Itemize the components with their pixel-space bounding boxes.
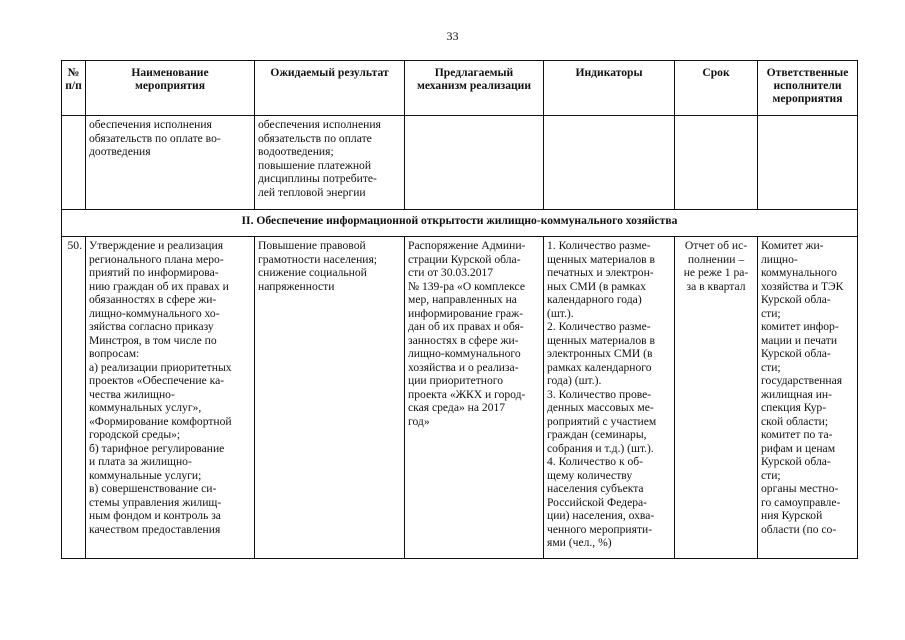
- header-indicators: [544, 61, 675, 116]
- text-line: водоотведения;: [258, 145, 334, 158]
- cell-mechanism: [405, 237, 544, 559]
- text-line: 2. Количество разме-: [547, 320, 651, 333]
- text-line: Отчет об ис-: [684, 239, 748, 252]
- text-line: б) тарифное регулирование: [89, 441, 225, 455]
- text-line: ская среда» на 2017: [408, 401, 506, 414]
- text-line: доотведения: [89, 145, 151, 158]
- text-line: коммунального: [761, 266, 837, 279]
- text-line: повышение платежной: [258, 158, 372, 172]
- text-line: 1. Количество разме-: [547, 239, 651, 252]
- text-line: напряженности: [258, 279, 335, 293]
- text-line: лищно-коммунального хо-: [89, 306, 220, 320]
- text-line: мероприятия: [772, 92, 843, 105]
- text-line: собрания и т.д.) (шт.).: [547, 441, 654, 455]
- text-line: (шт.).: [547, 306, 574, 320]
- text-line: а) реализации приоритетных: [89, 360, 232, 374]
- text-line: проекта «ЖКХ и город-: [408, 387, 526, 401]
- text-line: лищно-: [761, 252, 798, 266]
- header-mechanism: [405, 61, 544, 116]
- text-line: ния Курской: [761, 509, 823, 522]
- header-result: [255, 61, 405, 116]
- header-name: [86, 61, 255, 116]
- page-number: 33: [446, 29, 459, 43]
- text-line: вопросам:: [89, 347, 140, 360]
- text-line: года) (шт.).: [547, 374, 602, 387]
- text-line: денных массовых ме-: [547, 401, 654, 414]
- text-line: щенных материалов в: [547, 252, 655, 266]
- text-line: ных СМИ (в рамках: [547, 279, 646, 293]
- text-line: мер, направленных на: [408, 293, 517, 306]
- text-line: Российской Федера-: [547, 495, 648, 509]
- text-line: стемы управления жилищ-: [89, 495, 222, 509]
- text-line: обеспечения исполнения: [258, 118, 381, 131]
- text-line: не реже 1 ра-: [683, 266, 749, 279]
- text-line: занностях в сфере жи-: [408, 333, 519, 347]
- text-line: мероприятия: [134, 79, 205, 92]
- text-line: рамках календарного: [547, 360, 652, 374]
- text-line: нию граждан об их правах и: [89, 279, 229, 293]
- text-line: рифам и ценам: [761, 441, 836, 455]
- text-line: обязательств по оплате во-: [89, 131, 221, 145]
- text-line: 3. Количество прове-: [547, 387, 652, 401]
- text-line: год»: [408, 414, 430, 428]
- text-line: государственная: [761, 374, 843, 387]
- text-line: Комитет жи-: [761, 239, 824, 252]
- section-row: [62, 210, 858, 237]
- text-line: и плата за жилищно-: [89, 455, 192, 468]
- cell-indicators: [544, 237, 675, 559]
- text-line: ции приоритетного: [408, 374, 504, 387]
- text-line: коммунальных услуг»,: [89, 401, 202, 414]
- text-line: ным фондом и контроль за: [89, 509, 221, 522]
- cell-name: [86, 116, 255, 210]
- text-line: населения субъекта: [547, 482, 644, 495]
- text-line: календарного года): [547, 293, 642, 306]
- text-line: Индикаторы: [575, 66, 643, 79]
- text-line: в) совершенствование си-: [89, 482, 217, 495]
- text-line: снижение социальной: [258, 266, 367, 279]
- text-line: страции Курской обла-: [408, 252, 521, 266]
- text-line: городской среды»;: [89, 428, 181, 441]
- text-line: № 139-ра «О комплексе: [408, 279, 525, 293]
- text-line: щему количеству: [547, 468, 633, 482]
- text-line: полнении –: [687, 252, 745, 266]
- table-row-continuation: [62, 116, 858, 210]
- text-line: Минстроя, в том числе по: [89, 333, 217, 347]
- text-line: грамотности населения;: [258, 252, 378, 266]
- action-plan-table: [61, 60, 858, 559]
- text-line: Утверждение и реализация: [89, 239, 224, 252]
- text-line: мации и печати: [761, 333, 838, 347]
- text-line: Курской обла-: [761, 347, 831, 360]
- text-line: органы местно-: [761, 482, 839, 495]
- text-line: информирование граж-: [408, 306, 523, 320]
- cell-responsible: [758, 237, 858, 559]
- text-line: роприятий с участием: [547, 414, 657, 428]
- table-row-50: [62, 237, 858, 559]
- text-line: хозяйства и о реализа-: [408, 360, 519, 374]
- text-line: №: [67, 66, 80, 79]
- text-line: п/п: [65, 79, 82, 92]
- text-line: «Формирование комфортной: [89, 414, 232, 428]
- text-line: Повышение правовой: [258, 239, 366, 252]
- cell-deadline: [675, 237, 758, 559]
- text-line: Курской обла-: [761, 455, 831, 468]
- text-line: качеством предоставления: [89, 522, 221, 536]
- text-line: области (по со-: [761, 522, 837, 536]
- text-line: хозяйства и ТЭК: [761, 279, 844, 293]
- text-line: сти;: [761, 468, 781, 482]
- text-line: Наименование: [131, 66, 209, 79]
- text-line: лищно-коммунального: [408, 347, 521, 360]
- text-line: коммунальные услуги;: [89, 468, 202, 482]
- cell-responsible: [758, 116, 858, 210]
- text-line: электронных СМИ (в: [547, 347, 653, 360]
- cell-mechanism: [405, 116, 544, 210]
- cell-num: 50.: [62, 237, 86, 559]
- text-line: 4. Количество к об-: [547, 455, 644, 468]
- text-line: регионального плана меро-: [89, 252, 224, 266]
- text-line: дан об их правах и обя-: [408, 320, 524, 333]
- table-header-row: [62, 61, 858, 116]
- text-line: жилищная ин-: [761, 387, 832, 401]
- text-line: Предлагаемый: [434, 66, 514, 79]
- text-line: за в квартал: [686, 279, 746, 293]
- text-line: щенных материалов в: [547, 333, 655, 347]
- text-line: обязанностях в сфере жи-: [89, 293, 217, 306]
- text-line: чества жилищно-: [89, 387, 175, 401]
- text-line: приятий по информирова-: [89, 266, 219, 279]
- cell-result: [255, 237, 405, 559]
- header-num: [62, 61, 86, 116]
- text-line: Ответственные: [766, 66, 849, 79]
- text-line: Срок: [702, 66, 730, 79]
- text-line: ции) населения, охва-: [547, 509, 655, 522]
- cell-name: [86, 237, 255, 559]
- header-deadline: [675, 61, 758, 116]
- text-line: граждан (семинары,: [547, 428, 647, 441]
- text-line: проектов «Обеспечение ка-: [89, 374, 225, 387]
- text-line: ской области;: [761, 414, 829, 428]
- text-line: обеспечения исполнения: [89, 118, 212, 131]
- text-line: спекция Кур-: [761, 401, 827, 414]
- text-line: механизм реализации: [416, 79, 532, 92]
- text-line: сти от 30.03.2017: [408, 266, 494, 279]
- cell-deadline: [675, 116, 758, 210]
- text-line: сти;: [761, 360, 781, 374]
- text-line: зяйства согласно приказу: [89, 320, 214, 333]
- cell-num: [62, 116, 86, 210]
- cell-indicators: [544, 116, 675, 210]
- text-line: печатных и электрон-: [547, 266, 654, 279]
- text-line: сти;: [761, 306, 781, 320]
- cell-result: [255, 116, 405, 210]
- text-line: Курской обла-: [761, 293, 831, 306]
- section-title: II. Обеспечение информационной открытости жилищно-коммунального хозяйства: [62, 210, 858, 237]
- text-line: лей тепловой энергии: [258, 185, 366, 199]
- text-line: дисциплины потребите-: [258, 172, 377, 185]
- text-line: обязательств по оплате: [258, 131, 372, 145]
- text-line: комитет инфор-: [761, 320, 839, 333]
- text-line: ями (чел., %): [547, 536, 612, 549]
- text-line: Ожидаемый результат: [270, 66, 389, 79]
- text-line: Распоряжение Админи-: [408, 239, 526, 252]
- text-line: ченного мероприяти-: [547, 522, 653, 536]
- header-responsible: [758, 61, 858, 116]
- text-line: го самоуправле-: [761, 495, 841, 509]
- text-line: комитет по та-: [761, 428, 833, 441]
- text-line: исполнители: [773, 79, 842, 92]
